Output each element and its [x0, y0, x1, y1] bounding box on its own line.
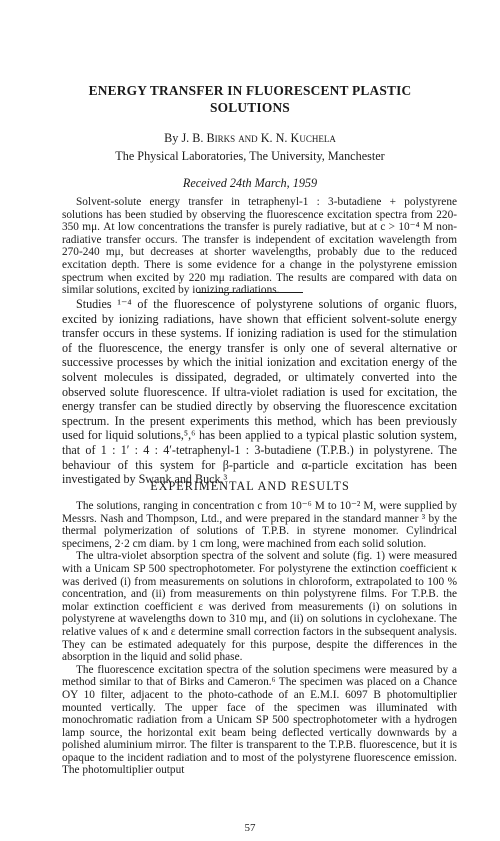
received-date: Received 24th March, 1959: [182, 176, 318, 190]
intro-paragraph: Studies ¹⁻⁴ of the fluorescence of polystyrene solutions of organic fluors, excited by ionizing radiations, have shown that efficient solvent-solute energy transfer occurs in these systems. If ionizing radiation is used for the stimulation of the fluorescence, the energy transfer is only one of several alternative or successive processes by which the initial ionization and excitation energy of the solvent molecules is dissipated, degraded, or ultimately converted into the observed solute fluorescence. If ultra-violet radiation is used for excitation, the energy transfer can be studied directly by observing the fluorescence excitation spectrum. In the present experiments this method, which has been previously used for liquid solutions,⁵,⁶ has been applied to a typical plastic solution system, that of 1 : 1′ : 4 : 4′-tetraphenyl-1 : 3-butadiene (T.P.B.) in polystyrene. The behaviour of this system for β-particle and α-particle excitation has been investigated by Swank and Buck.³: [62, 297, 457, 487]
abstract-text: Solvent-solute energy transfer in tetraphenyl-1 : 3-butadiene + polystyrene solutions has been studied by observing the fluorescence excitation spectra from 220-350 mμ. At low concentrations the transfer is purely radiative, but at c > 10⁻⁴ M non-radiative transfer occurs. The transfer is independent of excitation wavelength from 270-240 mμ, but decreases at shorter wavelengths, probably due to the reduced excitation depth. There is some evidence for a change in the polystyrene emission spectrum when excited by 220 mμ radiation. The results are compared with data on similar solutions, excited by ionizing radiations.: [62, 196, 457, 297]
paragraph-solutions: The solutions, ranging in concentration c from 10⁻⁶ M to 10⁻² M, were supplied by Messrs. Nash and Thompson, Ltd., and were prepared in the standard manner ³ by the thermal polymerization of solutions of T.P.B. in styrene monomer. Cylindrical specimens, 2·2 cm diam. by 1 cm long, were machined from each solid solution.: [62, 500, 457, 550]
section-body: [62, 500, 457, 777]
paragraph-absorption: The ultra-violet absorption spectra of the solvent and solute (fig. 1) were measured with a Unicam SP 500 spectrophotometer. For polystyrene the extinction coefficient κ was derived (i) from measurements on solutions in chloroform, extrapolated to 100 % concentration, and (ii) from measurements on thin polystyrene films. For T.P.B. the molar extinction coefficient ε was derived from measurements (i) on solutions in polystyrene at wavelengths down to 310 mμ, and (ii) on solutions in cyclohexane. The relative values of κ and ε determine small correction factors in the subsequent analysis. They can be estimated adequately for this purpose, despite the differences in the absorption in the liquid and solid phase.: [62, 550, 457, 664]
separator-rule: [197, 292, 303, 293]
by-label: By: [164, 131, 179, 145]
section-heading: EXPERIMENTAL AND RESULTS: [150, 479, 350, 493]
author-kuchela: K. N. Kuchela: [260, 131, 336, 145]
and-label: and: [238, 131, 258, 145]
abstract: [62, 196, 457, 297]
paragraph-excitation: The fluorescence excitation spectra of the solution specimens were measured by a method similar to that of Birks and Cameron.⁶ The specimen was placed on a Chance OY 10 filter, adjacent to the photo-cathode of an E.M.I. 6097 B photomultiplier mounted vertically. The upper face of the specimen was illuminated with monochromatic radiation from a Unicam SP 500 spectrophotometer with a hydrogen lamp source, the horizontal exit beam being deflected vertically downwards by a polished aluminium mirror. The filter is transparent to the T.P.B. fluorescence, but it is opaque to the incident radiation and to most of the polystyrene fluorescence emission. The photomultiplier output: [62, 663, 457, 777]
article-title: ENERGY TRANSFER IN FLUORESCENT PLASTIC SOLUTIONS: [88, 83, 412, 115]
author-line: [40, 131, 460, 146]
affiliation: The Physical Laboratories, The University, Manchester: [115, 149, 385, 163]
author-birks: J. B. Birks: [181, 131, 236, 145]
introduction: [62, 297, 457, 487]
page-number: 57: [244, 822, 256, 834]
